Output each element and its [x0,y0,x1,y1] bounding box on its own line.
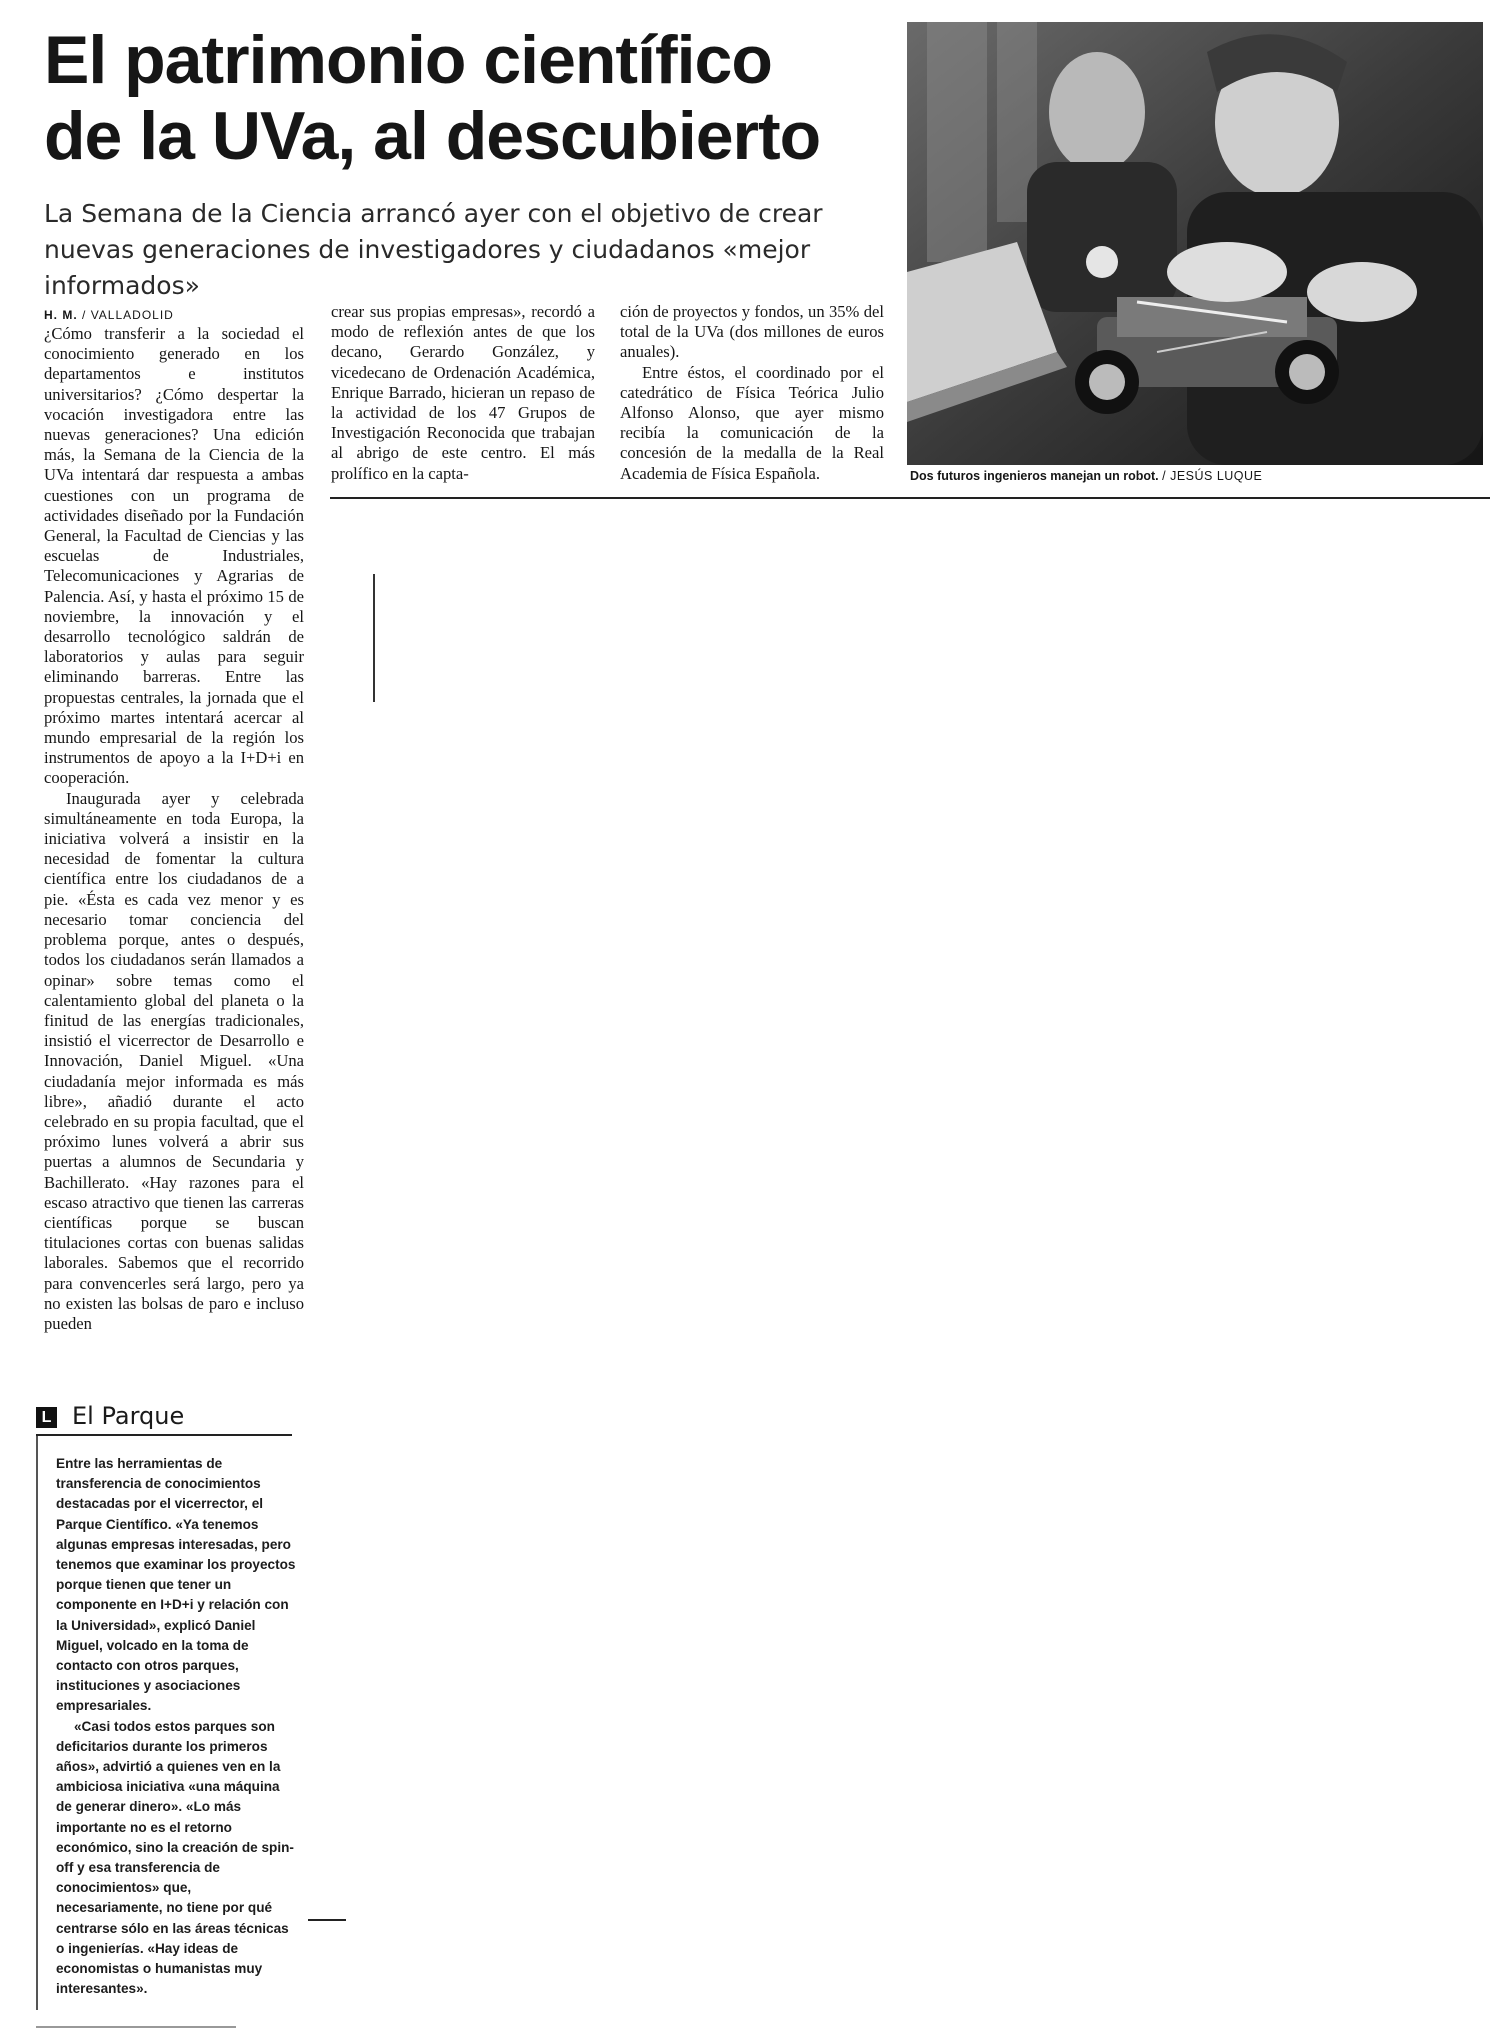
bottom-scan-edge [36,2026,236,2028]
horizontal-rule [330,497,1490,499]
photo-credit: / JESÚS LUQUE [1162,469,1263,483]
photo-caption [910,469,1486,483]
column-3-paragraph-2: Entre éstos, el coordinado por el catedrático de Física Teórica Julio Alfonso Alonso, que ayer mismo recibía la comunicación de la concesión de la medalla de la Real Academia de Física Española. [620,362,884,483]
column-3-paragraph-1: ción de proyectos y fondos, un 35% del total de la UVa (dos millones de euros anuales). [620,302,884,362]
sidebar-title-underline [36,1434,292,1436]
column-2-paragraph-1: crear sus propias empresas», recordó a modo de reflexión antes de que los decano, Gerardo González, y vicedecano de Ordenación Académica, Enrique Barrado, hicieran un repaso de la actividad de los 47 Grupos de Investigación Reconocida que trabajan al abrigo de este centro. El más prolífico en la capta- [331,302,595,483]
sidebar-title: El Parque [72,1402,185,1430]
sidebar-paragraph-1: Entre las herramientas de transferencia de conocimientos destacadas por el vicerrector, el Parque Científico. «Ya tenemos algunas empresas interesadas, pero tenemos que examinar los proyectos porque tienen que tener un componente en I+D+i y relación con la Universidad», explicó Daniel Miguel, volcado en la toma de contacto con otros parques, instituciones y asociaciones empresariales. [56,1456,296,1714]
vertical-rule [373,574,375,702]
byline-author: H. M. [44,308,78,322]
sidebar-border [36,1436,38,2010]
byline: H. M. / VALLADOLID [44,308,174,322]
headline-line-1: El patrimonio científico [44,22,772,98]
headline-line-2: de la UVa, al descubierto [44,98,821,174]
small-rule [308,1919,346,1921]
column-1-paragraph-1: ¿Cómo transferir a la sociedad el conocimiento generado en los departamentos e institutos universitarios? ¿Cómo despertar la vocación investigadora entre las nuevas generaciones? Una edición más, la Semana de la Ciencia de la UVa intentará dar respuesta a ambas cuestiones con un programa de actividades diseñado por la Fundación General, la Facultad de Ciencias y las escuelas de Industriales, Telecomunicaciones y Agrarias de Palencia. Así, y hasta el próximo 15 de noviembre, la innovación y el desarrollo tecnológico saldrán de laboratorios y aulas para seguir eliminando barreras. Entre las propuestas centrales, la jornada que el próximo martes intentará acercar al mundo empresarial de la región los instrumentos de apoyo a la I+D+i en cooperación. [44,324,304,788]
article-subtitle: La Semana de la Ciencia arrancó ayer con el objetivo de crear nuevas generaciones de investigadores y ciudadanos «mejor informados» [44,199,823,300]
photo-caption-text: Dos futuros ingenieros manejan un robot. [910,469,1159,483]
sidebar-logo-icon: L [36,1407,57,1428]
article-column-3 [620,302,884,484]
article-photo [907,22,1483,465]
article-column-2 [331,302,595,484]
sidebar-paragraph-2: «Casi todos estos parques son deficitarios durante los primeros años», advirtió a quienes ven en la ambiciosa iniciativa «una máquina de generar dinero». «Lo más importante no es el retorno económico, sino la creación de spin-off y esa transferencia de conocimientos» que, necesariamente, no tiene por qué centrarse sólo en las áreas técnicas o ingenierías. «Hay ideas de economistas o humanistas muy interesantes». [56,1718,294,1997]
article-headline [44,22,904,174]
photo-illustration [907,22,1483,465]
byline-location: VALLADOLID [90,308,174,322]
column-1-paragraph-2: Inaugurada ayer y celebrada simultáneamente en toda Europa, la iniciativa volverá a insistir en la necesidad de fomentar la cultura científica entre los ciudadanos de a pie. «Ésta es cada vez menor y es necesario tomar conciencia del problema porque, antes o después, todos los ciudadanos serán llamados a opinar» sobre temas como el calentamiento global del planeta o la finitud de las energías tradicionales, insistió el vicerrector de Desarrollo e Innovación, Daniel Miguel. «Una ciudadanía mejor informada es más libre», añadió durante el acto celebrado en su propia facultad, que el próximo lunes volverá a abrir sus puertas a alumnos de Secundaria y Bachillerato. «Hay razones para el escaso atractivo que tienen las carreras científicas porque se buscan titulaciones cortas con buenas salidas laborales. Sabemos que el recorrido para convencerles será largo, pero ya no existen las bolsas de paro e incluso pueden [44,788,304,1333]
sidebar-body [56,1454,298,1999]
article-column-1 [44,324,304,1334]
